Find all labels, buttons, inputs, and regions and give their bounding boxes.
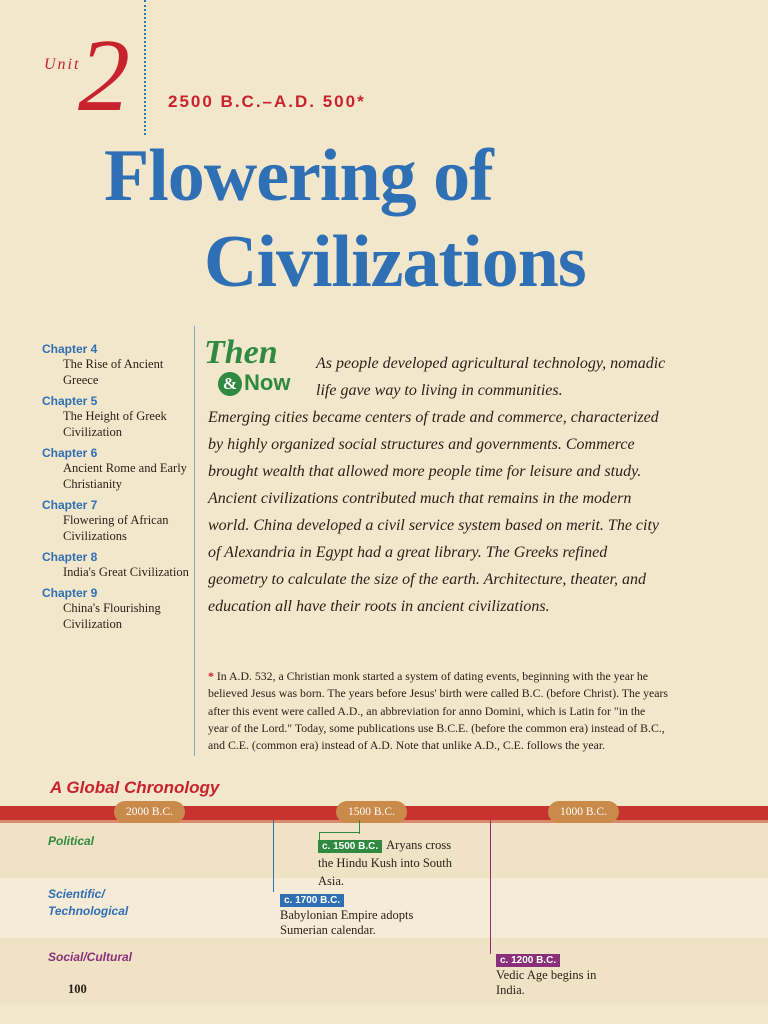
band-footer — [0, 1004, 768, 1024]
chapter-label: Chapter 5 — [42, 394, 98, 408]
timeline-marker-1500bc: 1500 B.C. — [336, 801, 407, 823]
unit-label: Unit — [44, 56, 81, 73]
unit-title-line1: Flowering of — [104, 135, 493, 217]
then-now-text — [208, 350, 668, 620]
now-logo: Now — [244, 370, 291, 395]
event-date-badge: c. 1500 B.C. — [318, 840, 382, 853]
category-scientific: Scientific/ Technological — [48, 887, 129, 918]
chapter-label: Chapter 7 — [42, 498, 98, 512]
chapter-item — [42, 394, 192, 440]
event-text: Vedic Age begins in India. — [496, 968, 597, 997]
event-text: Babylonian Empire adopts Sumerian calendar. — [280, 908, 414, 937]
event-date-badge: c. 1200 B.C. — [496, 954, 560, 967]
event-connector-1700bc — [273, 820, 274, 892]
unit-number: 2 — [78, 18, 130, 133]
chapter-title: The Height of Greek Civilization — [63, 409, 167, 439]
then-now-body: Emerging cities became centers of trade and commerce, characterized by highly organized social structures and governments. Commerce brought wealth that allowed more people time for leisure and study. Ancient civilizations contributed much that remains in the modern world. China developed a civil service system based on merit. The city of Alexandria in Egypt had a great library. The Greeks refined geometry to calculate the size of the earth. Architecture, theater, and education all have their roots in ancient civilizations. — [208, 409, 660, 615]
event-text: Aryans cross the Hindu Kush into South Asia. — [318, 838, 453, 888]
chapter-item — [42, 586, 192, 632]
event-aryans — [318, 836, 458, 890]
header-divider — [144, 0, 146, 135]
timeline-marker-1000bc: 1000 B.C. — [548, 801, 619, 823]
chapter-label: Chapter 6 — [42, 446, 98, 460]
chapter-title: India's Great Civilization — [63, 565, 189, 579]
footnote-star: * — [208, 669, 214, 683]
chapter-item — [42, 446, 192, 492]
chapter-label: Chapter 9 — [42, 586, 98, 600]
chapter-divider — [194, 326, 195, 756]
unit-title-line2: Civilizations — [204, 221, 586, 303]
chapter-label: Chapter 8 — [42, 550, 98, 564]
event-date-badge: c. 1700 B.C. — [280, 894, 344, 907]
event-connector-1500bc-h — [319, 832, 360, 833]
then-now-lead: As people developed agricultural technology, nomadic life gave way to living in communities. — [316, 355, 666, 399]
chronology-title: A Global Chronology — [50, 778, 220, 797]
unit-date-range: 2500 B.C.–A.D. 500* — [168, 92, 366, 111]
page-number: 100 — [68, 982, 87, 996]
chapter-item — [42, 342, 192, 388]
band-social — [0, 938, 768, 1004]
ampersand-badge: & — [218, 372, 242, 396]
chapter-title: China's Flourishing Civilization — [63, 601, 161, 631]
chapter-label: Chapter 4 — [42, 342, 98, 356]
chapter-item — [42, 498, 192, 544]
chapter-title: Ancient Rome and Early Christianity — [63, 461, 187, 491]
chapter-title: The Rise of Ancient Greece — [63, 357, 164, 387]
event-vedic — [496, 950, 606, 998]
event-babylonian — [280, 890, 450, 938]
chapter-title: Flowering of African Civilizations — [63, 513, 169, 543]
chapter-list — [42, 336, 192, 632]
chapter-item — [42, 550, 192, 580]
then-logo: Then — [204, 334, 278, 371]
category-social: Social/Cultural — [48, 950, 133, 964]
footnote-text: In A.D. 532, a Christian monk started a system of dating events, beginning with the year he believed Jesus was born. The years before Jesus' birth were called B.C. (before Christ). The years after this event were called A.D., an abbreviation for anno Domini, which is Latin for "in the year of the Lord." Today, some publications use B.C.E. (before the common era) instead of B.C., and C.E. (common era) instead of A.D. Note that unlike A.D., C.E. follows the year. — [208, 669, 668, 753]
footnote — [208, 668, 668, 754]
event-connector-1200bc — [490, 820, 491, 954]
timeline-marker-2000bc: 2000 B.C. — [114, 801, 185, 823]
category-political: Political — [48, 834, 95, 848]
